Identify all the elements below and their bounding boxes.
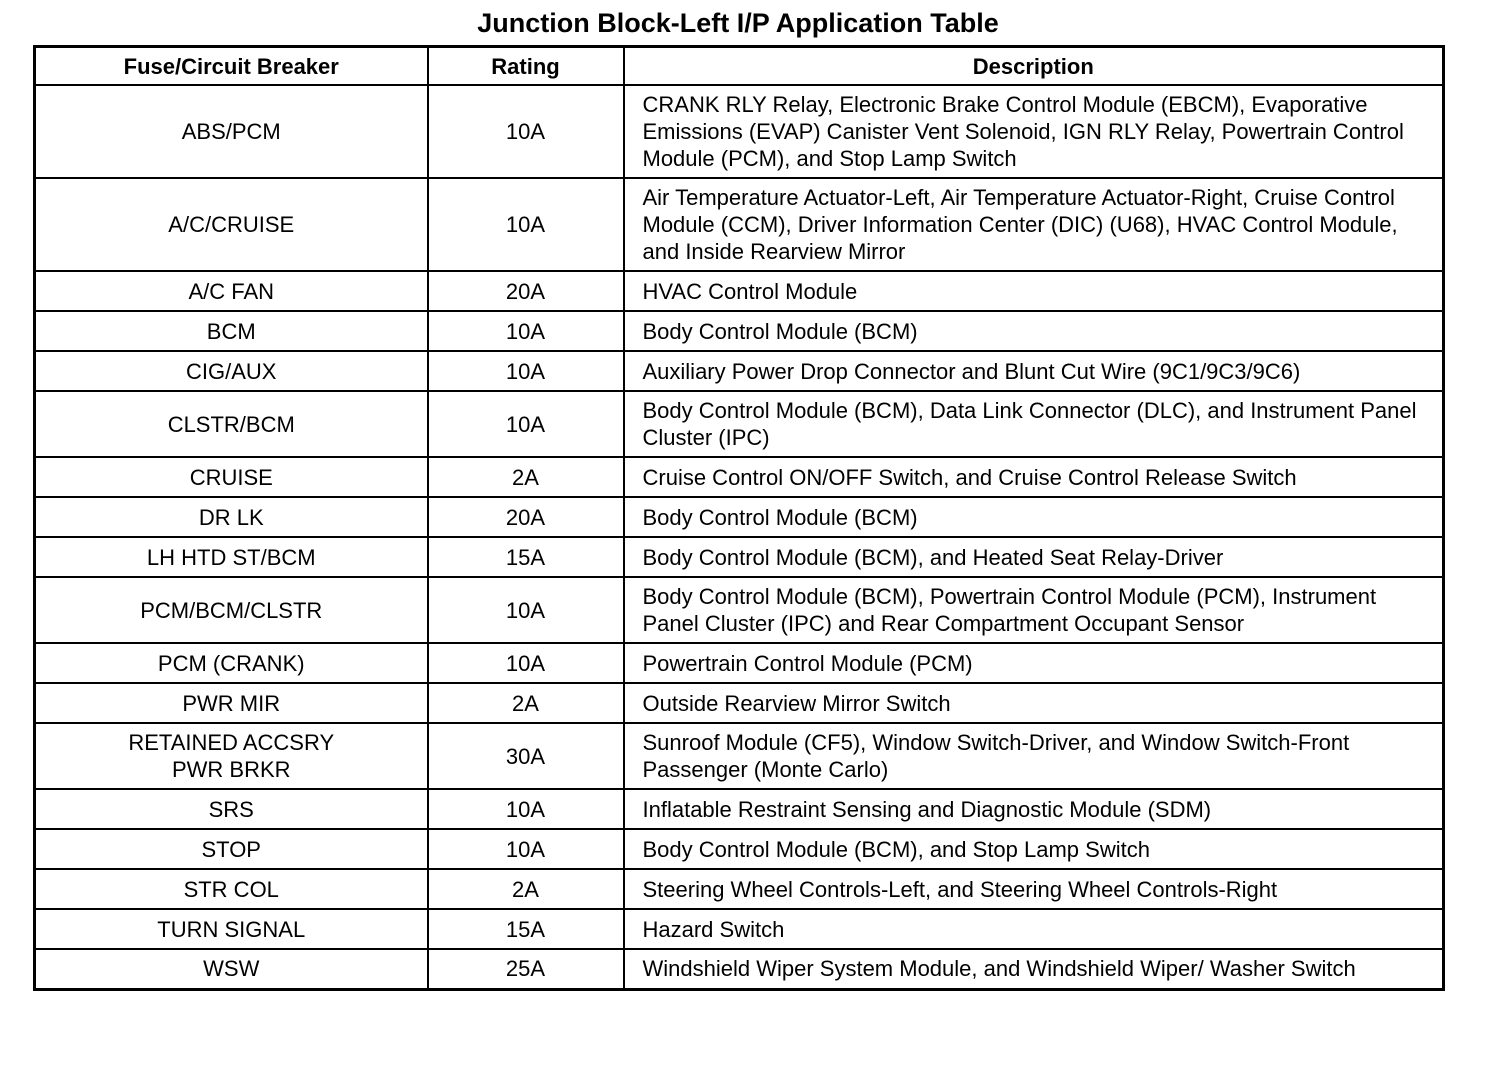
table-row (35, 683, 1444, 723)
header-rating: Rating (428, 47, 624, 86)
rating-cell: 10A (428, 643, 624, 683)
table-row (35, 829, 1444, 869)
rating-cell: 15A (428, 909, 624, 949)
description-cell: Powertrain Control Module (PCM) (624, 643, 1444, 683)
rating-cell: 20A (428, 271, 624, 311)
table-row (35, 497, 1444, 537)
description-cell: Inflatable Restraint Sensing and Diagnostic Module (SDM) (624, 789, 1444, 829)
table-row (35, 85, 1444, 178)
fuse-cell: DR LK (35, 497, 428, 537)
rating-cell: 2A (428, 683, 624, 723)
description-cell: Air Temperature Actuator-Left, Air Temperature Actuator-Right, Cruise Control Module (CCM), Driver Information Center (DIC) (U68), HVAC Control Module, and Inside Rearview Mirror (624, 178, 1444, 271)
rating-cell: 10A (428, 85, 624, 178)
description-cell: Outside Rearview Mirror Switch (624, 683, 1444, 723)
table-row (35, 537, 1444, 577)
fuse-cell: A/C/CRUISE (35, 178, 428, 271)
description-cell: Sunroof Module (CF5), Window Switch-Driver, and Window Switch-Front Passenger (Monte Carlo) (624, 723, 1444, 789)
description-cell: Hazard Switch (624, 909, 1444, 949)
table-row (35, 909, 1444, 949)
header-row (35, 47, 1444, 86)
description-cell: Body Control Module (BCM), Powertrain Control Module (PCM), Instrument Panel Cluster (IPC) and Rear Compartment Occupant Sensor (624, 577, 1444, 643)
description-cell: CRANK RLY Relay, Electronic Brake Control Module (EBCM), Evaporative Emissions (EVAP) Canister Vent Solenoid, IGN RLY Relay, Powertrain Control Module (PCM), and Stop Lamp Switch (624, 85, 1444, 178)
table-row (35, 311, 1444, 351)
table-row (35, 723, 1444, 789)
fuse-cell: ABS/PCM (35, 85, 428, 178)
rating-cell: 25A (428, 949, 624, 989)
description-cell: Body Control Module (BCM), Data Link Connector (DLC), and Instrument Panel Cluster (IPC) (624, 391, 1444, 457)
description-cell: Steering Wheel Controls-Left, and Steering Wheel Controls-Right (624, 869, 1444, 909)
rating-cell: 30A (428, 723, 624, 789)
description-cell: Body Control Module (BCM), and Heated Seat Relay-Driver (624, 537, 1444, 577)
fuse-cell: PCM/BCM/CLSTR (35, 577, 428, 643)
fuse-cell: PCM (CRANK) (35, 643, 428, 683)
rating-cell: 10A (428, 789, 624, 829)
table-row (35, 789, 1444, 829)
fuse-cell: STR COL (35, 869, 428, 909)
description-cell: Windshield Wiper System Module, and Windshield Wiper/ Washer Switch (624, 949, 1444, 989)
fuse-cell: WSW (35, 949, 428, 989)
table-row (35, 271, 1444, 311)
table-row (35, 577, 1444, 643)
rating-cell: 10A (428, 178, 624, 271)
rating-cell: 15A (428, 537, 624, 577)
table-row (35, 457, 1444, 497)
table-row (35, 949, 1444, 989)
fuse-cell: CRUISE (35, 457, 428, 497)
description-cell: Auxiliary Power Drop Connector and Blunt Cut Wire (9C1/9C3/9C6) (624, 351, 1444, 391)
fuse-cell: PWR MIR (35, 683, 428, 723)
fuse-cell: A/C FAN (35, 271, 428, 311)
description-cell: Body Control Module (BCM), and Stop Lamp Switch (624, 829, 1444, 869)
application-table (33, 45, 1445, 991)
table-row (35, 351, 1444, 391)
rating-cell: 10A (428, 351, 624, 391)
description-cell: HVAC Control Module (624, 271, 1444, 311)
rating-cell: 10A (428, 829, 624, 869)
fuse-cell: RETAINED ACCSRY PWR BRKR (35, 723, 428, 789)
header-description: Description (624, 47, 1444, 86)
table-body (35, 85, 1444, 989)
fuse-cell: STOP (35, 829, 428, 869)
table-row (35, 178, 1444, 271)
fuse-cell: LH HTD ST/BCM (35, 537, 428, 577)
fuse-cell: CIG/AUX (35, 351, 428, 391)
table-title: Junction Block-Left I/P Application Table (477, 8, 999, 38)
rating-cell: 10A (428, 311, 624, 351)
fuse-cell: CLSTR/BCM (35, 391, 428, 457)
rating-cell: 2A (428, 457, 624, 497)
description-cell: Body Control Module (BCM) (624, 311, 1444, 351)
table-row (35, 643, 1444, 683)
rating-cell: 2A (428, 869, 624, 909)
rating-cell: 10A (428, 391, 624, 457)
rating-cell: 20A (428, 497, 624, 537)
table-row (35, 869, 1444, 909)
description-cell: Body Control Module (BCM) (624, 497, 1444, 537)
fuse-cell: SRS (35, 789, 428, 829)
rating-cell: 10A (428, 577, 624, 643)
description-cell: Cruise Control ON/OFF Switch, and Cruise Control Release Switch (624, 457, 1444, 497)
header-fuse: Fuse/Circuit Breaker (35, 47, 428, 86)
fuse-cell: TURN SIGNAL (35, 909, 428, 949)
table-row (35, 391, 1444, 457)
fuse-cell: BCM (35, 311, 428, 351)
